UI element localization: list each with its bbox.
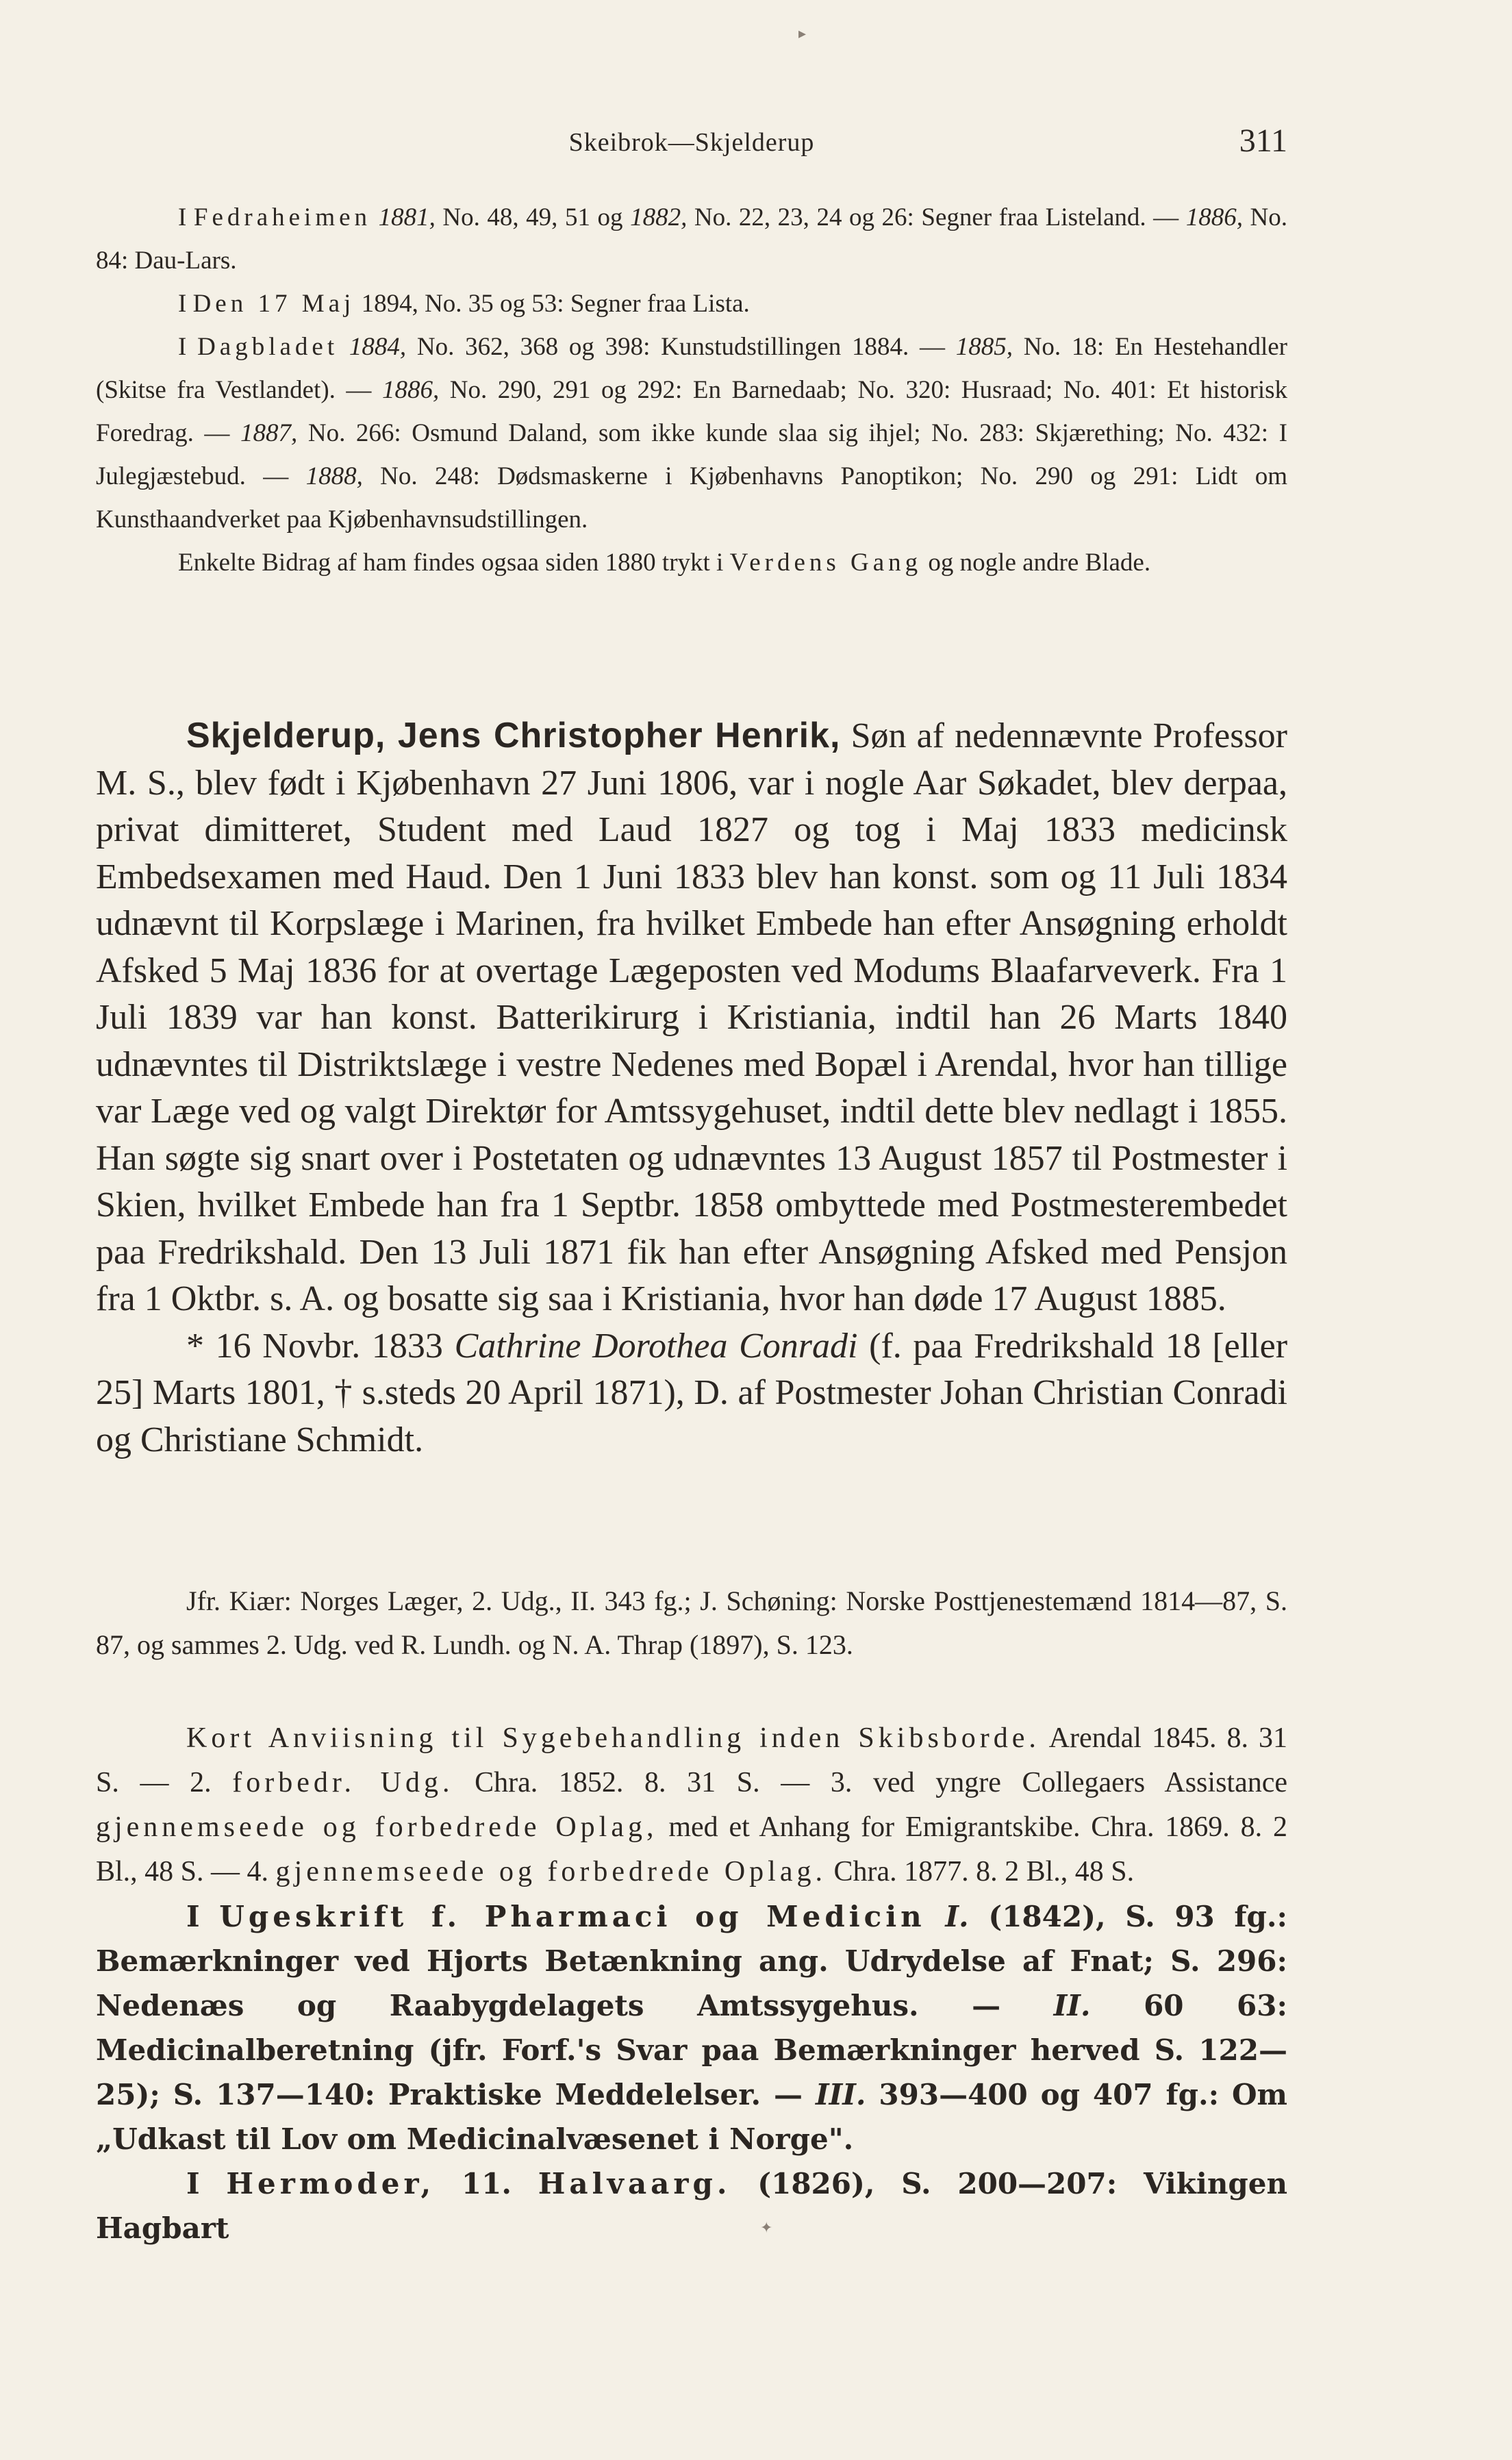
biography-text: Søn af nedennævnte Professor M. S., blev født i Kjøbenhavn 27 Juni 1806, var i nogle Aar Søkadet, blev derpaa, privat dimitteret, Student med Laud 1827 og tog i Maj 1833 medicinsk Embedsexamen med Haud. Den 1 Juni 1833 blev han konst. som og 11 Juli 1834 udnævnt til Korpslæge i Marinen, fra hvilket Embede han efter Ansøgning erholdt Afsked 5 Maj 1836 for at overtage Lægeposten ved Modums Blaafarveverk. Fra 1 Juli 1839 var han konst. Batterikirurg i Kristiania, indtil han 26 Marts 1840 udnævntes til Distriktslæge i vestre Nedenes med Bopæl i Arendal, hvor han tillige var Læge ved og valgt Direktør for Amtssygehuset, indtil dette blev nedlagt i 1855. Han søgte sig snart over i Postetaten og udnævntes 13 August 1857 til Postmester i Skien, hvilket Embede han fra 1 Septbr. 1858 ombyttede med Postmesterembedet paa Fredrikshald. Den 13 Juli 1871 fik han efter Ansøgning Afsked med Pensjon fra 1 Oktbr. s. A. og bosatte sig saa i Kristiania, hvor han døde 17 August 1885. — [96, 716, 1288, 1318]
text-run: I — [178, 290, 193, 318]
text-run: (1842), S. 93 fg.: Bemærkninger ved Hjorts Betænkning ang. Udrydelse af Fnat; S. 296: Nedenæs og Raabygdelagets Amtssygehus. — — [96, 1900, 1287, 2022]
bibliography-paragraph — [96, 196, 1287, 282]
text-run: Chra. 1877. 8. 2 Bl., 48 S. — [826, 1856, 1135, 1887]
text-run: I — [178, 333, 198, 361]
print-mark: ▸ — [798, 25, 807, 42]
text-run: og nogle andre Blade. — [922, 549, 1151, 577]
italic-run: III. — [815, 2078, 866, 2111]
text-run: No. 48, 49, 51 og — [435, 203, 631, 231]
works-paragraph — [96, 1894, 1287, 2161]
spaced-title-run: Ugeskrift f. Pharmaci og Medicin — [219, 1900, 926, 1933]
previous-entry-bibliography — [96, 196, 1287, 584]
italic-run: 1885, — [955, 333, 1013, 361]
text-run: I — [186, 2167, 227, 2200]
italic-run: I. — [945, 1900, 969, 1933]
text-run: (f. paa Fredrikshald 18 [eller 25] Marts 1801, † s.steds 20 April 1871), D. af Postmester Johan Christian Conradi og Christiane Schmidt. — [96, 1326, 1288, 1459]
spaced-title-run: Den 17 Maj — [192, 290, 355, 318]
text-run: * 16 Novbr. 1833 — [186, 1326, 455, 1366]
biography-paragraph — [96, 712, 1287, 1323]
text-run: No. 18: En Hestehandler (Skitse fra Vestlandet). — — [96, 333, 1287, 404]
bibliography-paragraph — [96, 282, 1287, 325]
print-mark: ✦ — [760, 2219, 773, 2236]
spaced-title-run: Kort Anviisning til Sygebehandling inden Skibsborde. — [186, 1722, 1040, 1754]
marriage-paragraph — [96, 1323, 1287, 1464]
italic-run: 1882, — [630, 203, 688, 231]
italic-run: 1888, — [305, 462, 363, 490]
text-run: I — [178, 203, 194, 231]
works-paragraph — [96, 1716, 1287, 1894]
text-run: No. 362, 368 og 398: Kunstudstillingen 1884. — — [406, 333, 956, 361]
page-number: 311 — [1239, 123, 1287, 159]
text-run: Enkelte Bidrag af ham findes ogsaa siden 1880 trykt i — [178, 549, 730, 577]
text-run: Arendal 1845. 8. 31 S. — 2. — [96, 1722, 1288, 1798]
text-run: No. 84: Dau-Lars. — [96, 203, 1287, 275]
page-header — [96, 122, 1287, 163]
spaced-title-run: Dagbladet — [197, 333, 339, 361]
italic-run: 1886, — [381, 376, 440, 404]
text-run: Chra. 1852. 8. 31 S. — 3. ved yngre Collegaers Assistance — [453, 1767, 1288, 1798]
spaced-title-run: forbedr. Udg. — [232, 1767, 454, 1798]
spaced-title-run: gjennemseede og forbedrede Oplag. — [275, 1856, 827, 1887]
sources-text: Jfr. Kiær: Norges Læger, 2. Udg., II. 343 fg.; J. Schøning: Norske Posttjenestemænd 1814—87, S. 87, og sammes 2. Udg. ved R. Lundh. og N. A. Thrap (1897), S. 123. — [96, 1585, 1287, 1660]
running-title: Skeibrok—Skjelderup — [568, 128, 815, 157]
spaced-title-run: Verdens Gang — [729, 549, 922, 577]
text-run: No. 266: Osmund Daland, som ikke kunde slaa sig ihjel; No. 283: Skjærething; No. 432: I Julegjæstebud. — — [96, 419, 1287, 490]
text-run: 393—400 og 407 fg.: Om „Udkast til Lov om Medicinalvæsenet i Norge". — [96, 2078, 1287, 2156]
works-paragraph — [96, 2161, 1287, 2250]
bibliography-paragraph — [96, 541, 1287, 584]
italic-run: 1886, — [1185, 203, 1243, 231]
italic-run: Cathrine Dorothea Conradi — [454, 1326, 858, 1366]
italic-run: 1887, — [240, 419, 298, 447]
entry-name: Skjelderup, Jens Christopher Henrik, — [186, 716, 841, 755]
text-run: (1826), S. 200—207: Vikingen Hagbart — [96, 2167, 1287, 2245]
spaced-title-run: gjennemseede og forbedrede Oplag, — [96, 1811, 658, 1843]
text-run: 1894, No. 35 og 53: Segner fraa Lista. — [355, 290, 750, 318]
text-run: 60 63: Medicinalberetning (jfr. Forf.'s Svar paa Bemærkninger herved S. 122—25); S. 137—140: Praktiske Meddelelser. — — [96, 1989, 1287, 2111]
sources-note — [96, 1579, 1287, 1667]
biography-entry — [96, 712, 1287, 1464]
bibliography-paragraph — [96, 325, 1287, 541]
italic-run: 1884, — [349, 333, 407, 361]
spaced-title-run: Hermoder, — [226, 2167, 436, 2200]
text-run: med et Anhang for Emigrantskibe. Chra. 1869. 8. 2 Bl., 48 S. — 4. — [96, 1811, 1287, 1887]
text-run: I — [186, 1900, 220, 1933]
spaced-title-run: Fedraheimen — [193, 203, 372, 231]
works-list — [96, 1716, 1287, 2250]
text-run — [338, 333, 349, 361]
text-run: No. 290, 291 og 292: En Barnedaab; No. 320: Husraad; No. 401: Et historisk Foredrag. — — [96, 376, 1287, 447]
text-run: 11. — [435, 2167, 538, 2200]
text-run: No. 22, 23, 24 og 26: Segner fraa Listeland. — — [687, 203, 1186, 231]
spaced-title-run: Halvaarg. — [538, 2167, 731, 2200]
text-run — [371, 203, 379, 231]
text-run — [926, 1900, 946, 1933]
italic-run: II. — [1053, 1989, 1091, 2022]
text-run: No. 248: Dødsmaskerne i Kjøbenhavns Panoptikon; No. 290 og 291: Lidt om Kunsthaandverket paa Kjøbenhavnsudstillingen. — [96, 462, 1287, 534]
italic-run: 1881, — [378, 203, 436, 231]
